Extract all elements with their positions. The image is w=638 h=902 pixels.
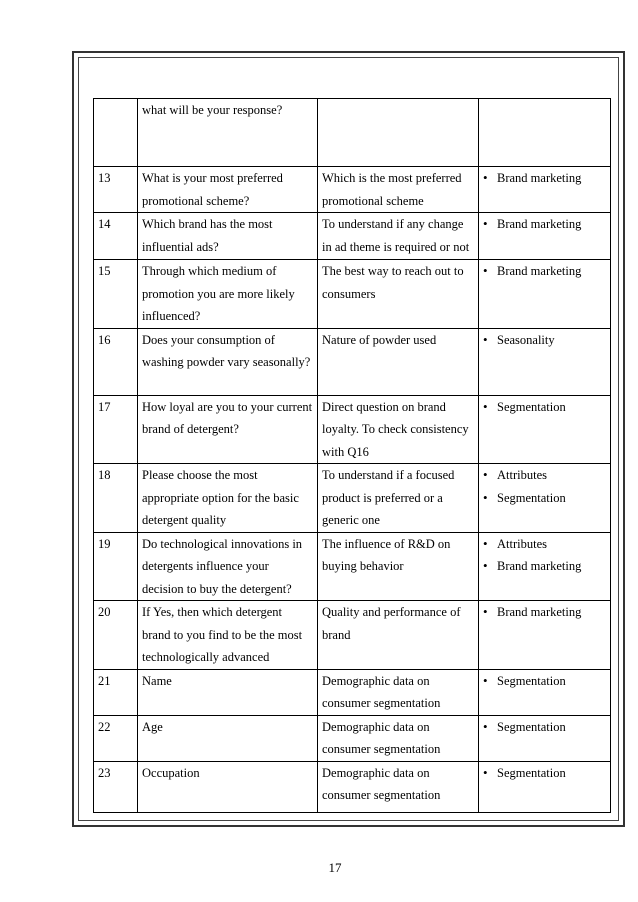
purpose-cell: Which is the most preferred promotional scheme xyxy=(318,167,479,213)
category-cell xyxy=(479,213,611,260)
question-cell: Please choose the most appropriate option for the basic detergent quality xyxy=(138,464,318,533)
category-cell xyxy=(479,260,611,329)
question-number-cell: 21 xyxy=(94,669,138,715)
question-number-cell: 14 xyxy=(94,213,138,260)
category-cell xyxy=(479,464,611,533)
category-cell xyxy=(479,669,611,715)
purpose-cell: To understand if a focused product is preferred or a generic one xyxy=(318,464,479,533)
purpose-cell: Quality and performance of brand xyxy=(318,601,479,670)
purpose-cell xyxy=(318,99,479,167)
category-bullet-item: • Segmentation xyxy=(483,762,606,785)
table-row xyxy=(94,395,611,464)
table-row xyxy=(94,328,611,395)
category-bullet-item: • Brand marketing xyxy=(483,213,606,236)
question-number-cell: 16 xyxy=(94,328,138,395)
category-cell xyxy=(479,99,611,167)
table-row xyxy=(94,260,611,329)
question-number-cell: 19 xyxy=(94,532,138,601)
table-row xyxy=(94,601,611,670)
category-bullet-item: • Segmentation xyxy=(483,396,606,419)
question-cell: Name xyxy=(138,669,318,715)
category-cell xyxy=(479,167,611,213)
question-cell: Age xyxy=(138,715,318,761)
category-bullet-item: • Segmentation xyxy=(483,716,606,739)
category-cell xyxy=(479,761,611,812)
page-number: 17 xyxy=(328,860,342,875)
question-cell: Occupation xyxy=(138,761,318,812)
question-cell: Does your consumption of washing powder vary seasonally? xyxy=(138,328,318,395)
question-cell: Do technological innovations in detergents influence your decision to buy the detergent? xyxy=(138,532,318,601)
category-bullet-item: • Brand marketing xyxy=(483,555,606,578)
question-number-cell: 20 xyxy=(94,601,138,670)
questionnaire-table-body xyxy=(94,99,611,813)
question-cell: How loyal are you to your current brand of detergent? xyxy=(138,395,318,464)
category-bullet-item: • Segmentation xyxy=(483,670,606,693)
purpose-cell: To understand if any change in ad theme is required or not xyxy=(318,213,479,260)
table-row xyxy=(94,213,611,260)
questionnaire-table xyxy=(93,98,611,813)
category-cell xyxy=(479,715,611,761)
purpose-cell: Demographic data on consumer segmentation xyxy=(318,669,479,715)
purpose-cell: Demographic data on consumer segmentation xyxy=(318,715,479,761)
question-number-cell xyxy=(94,99,138,167)
category-cell xyxy=(479,532,611,601)
question-cell: Through which medium of promotion you are more likely influenced? xyxy=(138,260,318,329)
category-bullet-item: • Brand marketing xyxy=(483,167,606,190)
table-row xyxy=(94,715,611,761)
table-row xyxy=(94,669,611,715)
question-number-cell: 22 xyxy=(94,715,138,761)
category-cell xyxy=(479,601,611,670)
category-cell xyxy=(479,395,611,464)
category-bullet-item: • Seasonality xyxy=(483,329,606,352)
table-row xyxy=(94,99,611,167)
purpose-cell: Demographic data on consumer segmentation xyxy=(318,761,479,812)
question-cell: Which brand has the most influential ads? xyxy=(138,213,318,260)
table-row xyxy=(94,167,611,213)
question-number-cell: 23 xyxy=(94,761,138,812)
category-bullet-item: • Brand marketing xyxy=(483,260,606,283)
question-number-cell: 18 xyxy=(94,464,138,533)
question-cell: what will be your response? xyxy=(138,99,318,167)
question-number-cell: 13 xyxy=(94,167,138,213)
table-row xyxy=(94,761,611,812)
category-bullet-item: • Brand marketing xyxy=(483,601,606,624)
purpose-cell: Nature of powder used xyxy=(318,328,479,395)
table-row xyxy=(94,532,611,601)
purpose-cell: The best way to reach out to consumers xyxy=(318,260,479,329)
question-cell: If Yes, then which detergent brand to you find to be the most technologically advanced xyxy=(138,601,318,670)
purpose-cell: The influence of R&D on buying behavior xyxy=(318,532,479,601)
category-cell xyxy=(479,328,611,395)
purpose-cell: Direct question on brand loyalty. To check consistency with Q16 xyxy=(318,395,479,464)
category-bullet-item: • Attributes xyxy=(483,533,606,556)
question-number-cell: 15 xyxy=(94,260,138,329)
question-number-cell: 17 xyxy=(94,395,138,464)
table-row xyxy=(94,464,611,533)
category-bullet-item: • Segmentation xyxy=(483,487,606,510)
category-bullet-item: • Attributes xyxy=(483,464,606,487)
question-cell: What is your most preferred promotional scheme? xyxy=(138,167,318,213)
